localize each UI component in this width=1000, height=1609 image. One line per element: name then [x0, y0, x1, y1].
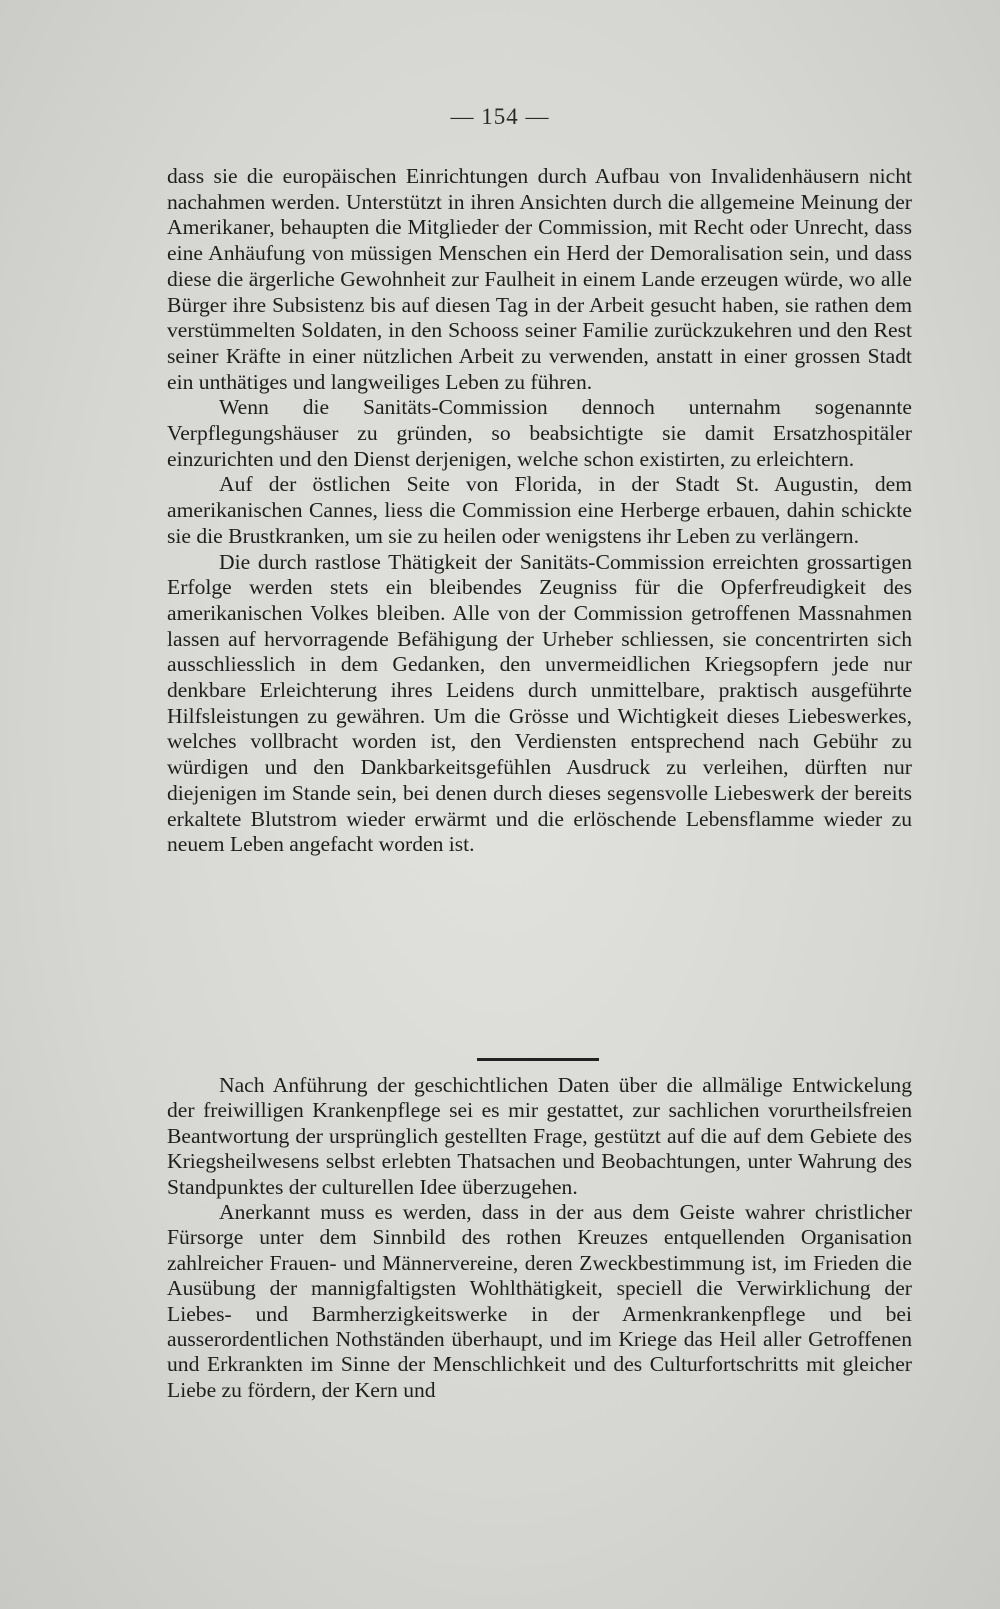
section-divider	[477, 1058, 599, 1061]
paragraph-3: Auf der östlichen Seite von Florida, in der Stadt St. Augustin, dem amerikanischen Cannes, liess die Commission eine Herberge erbauen, dahin schickte sie die Brustkranken, um sie zu heilen oder wenigstens ihr Leben zu verlängern.	[167, 472, 912, 548]
paragraph-2: Wenn die Sanitäts-Commission dennoch unternahm sogenannte Verpflegungshäuser zu gründen, so beabsichtigte sie damit Ersatzhospitäler einzurichten und den Dienst derjenigen, welche schon existirten, zu erleichtern.	[167, 395, 912, 471]
paragraph-5: Nach Anführung der geschichtlichen Daten über die allmälige Entwickelung der freiwilligen Krankenpflege sei es mir gestattet, zur sachlichen vorurtheilsfreien Beantwortung der ursprünglich gestellten Frage, gestützt auf die auf dem Gebiete des Kriegsheilwesens selbst erlebten Thatsachen und Beobachtungen, unter Wahrung des Standpunktes der culturellen Idee überzugehen.	[167, 1073, 912, 1199]
page-number: — 154 —	[450, 104, 550, 129]
text-section-1	[167, 164, 912, 858]
text-section-2	[167, 1073, 912, 1403]
paragraph-6: Anerkannt muss es werden, dass in der aus dem Geiste wahrer christlicher Fürsorge unter dem Sinnbild des rothen Kreuzes entquellenden Organisation zahlreicher Frauen- und Männervereine, deren Zweckbestimmung ist, im Frieden die Ausübung der mannigfaltigsten Wohlthätigkeit, speciell die Verwirklichung der Liebes- und Barmherzigkeitswerke in der Armenkrankenpflege und bei ausserordentlichen Nothständen überhaupt, und im Kriege das Heil aller Getroffenen und Erkrankten im Sinne der Menschlichkeit und des Culturfortschritts mit gleicher Liebe zu fördern, der Kern und	[167, 1200, 912, 1402]
paragraph-1: dass sie die europäischen Einrichtungen durch Aufbau von Invalidenhäusern nicht nachahmen werden. Unterstützt in ihren Ansichten durch die allgemeine Meinung der Amerikaner, behaupten die Mitglieder der Commission, mit Recht oder Unrecht, dass eine Anhäufung von müssigen Menschen ein Herd der Demoralisation sein, und dass diese die ärgerliche Gewohnheit zur Faulheit in einem Lande erzeugen würde, wo alle Bürger ihre Subsistenz bis auf diesen Tag in der Arbeit gesucht haben, sie rathen dem verstümmelten Soldaten, in den Schooss seiner Familie zurückzukehren und den Rest seiner Kräfte in einer nützlichen Arbeit zu verwenden, anstatt in einer grossen Stadt ein unthätiges und langweiliges Leben zu führen.	[167, 164, 912, 394]
paragraph-4: Die durch rastlose Thätigkeit der Sanitäts-Commission erreichten grossartigen Erfolge werden stets ein bleibendes Zeugniss für die Opferfreudigkeit des amerikanischen Volkes bleiben. Alle von der Commission getroffenen Massnahmen lassen auf hervorragende Befähigung der Urheber schliessen, sie concentrirten sich ausschliesslich in dem Gedanken, den unvermeidlichen Kriegsopfern jede nur denkbare Erleichterung ihres Leidens durch unmittelbare, praktisch ausgeführte Hilfsleistungen zu gewähren. Um die Grösse und Wichtigkeit dieses Liebeswerkes, welches vollbracht worden ist, den Verdiensten entsprechend nach Gebühr zu würdigen und den Dankbarkeitsgefühlen Ausdruck zu verleihen, dürften nur diejenigen im Stande sein, bei denen durch dieses segensvolle Liebeswerk der bereits erkaltete Blutstrom wieder erwärmt und die erlöschende Lebensflamme wieder zu neuem Leben angefacht worden ist.	[167, 549, 912, 857]
